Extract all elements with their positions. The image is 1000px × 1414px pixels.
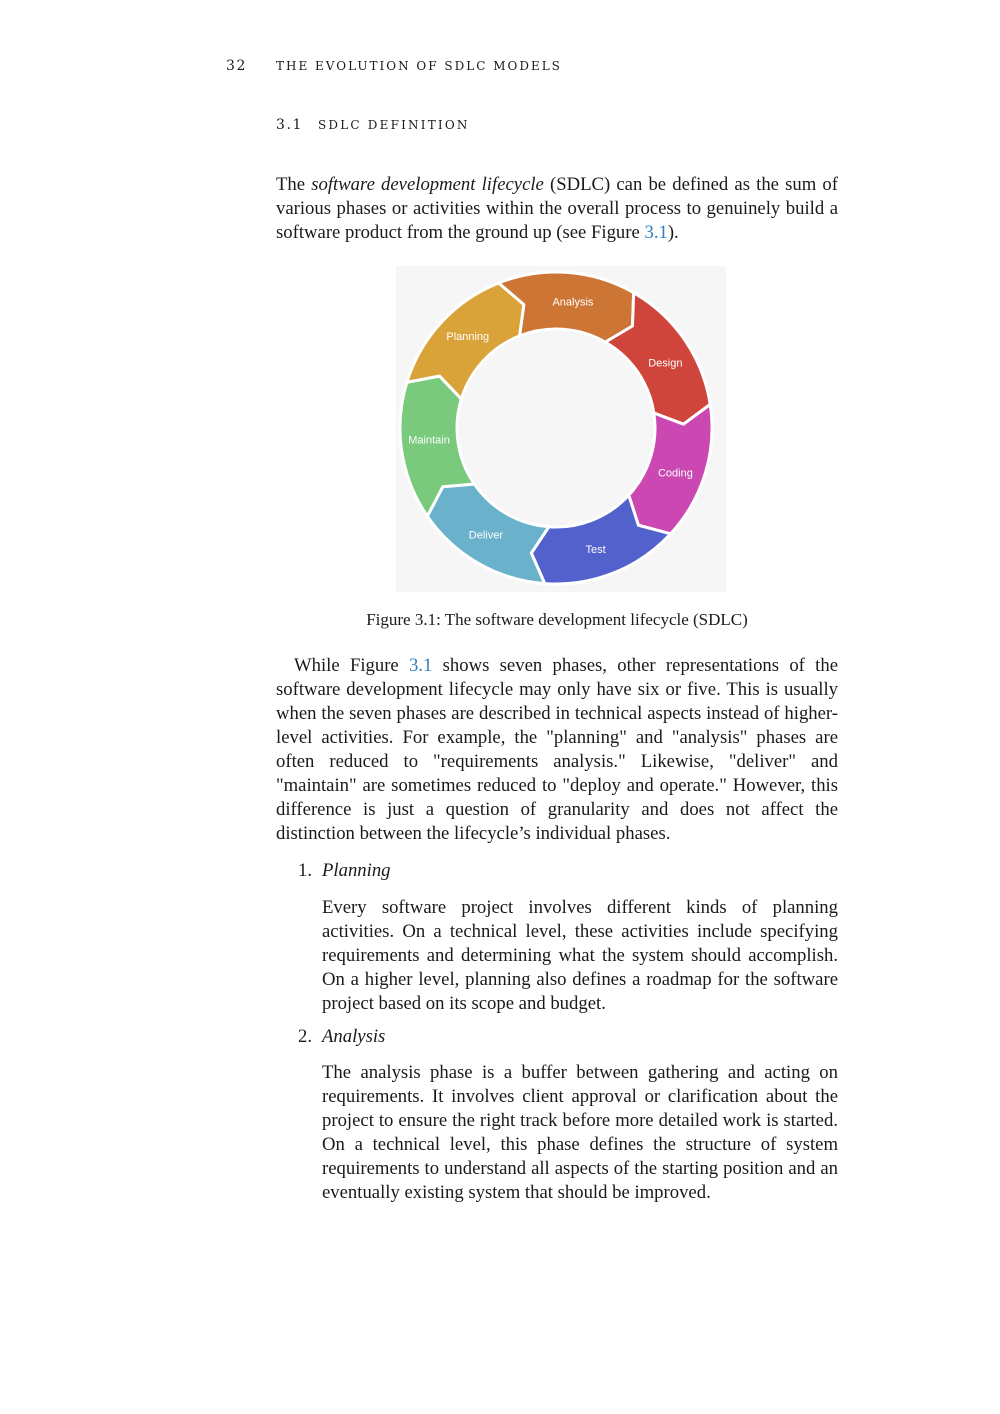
list-item-number: 1. [298, 860, 313, 881]
phase-label-test: Test [585, 544, 606, 557]
page-number: 32 [226, 58, 248, 74]
figure-link[interactable]: 3.1 [644, 222, 668, 243]
phase-label-deliver: Deliver [468, 529, 504, 542]
running-head [226, 58, 562, 74]
figure-caption: Figure 3.1: The software development lifecycle (SDLC) [366, 610, 748, 629]
sdlc-cycle-diagram [396, 266, 726, 592]
phase-label-planning: Planning [446, 330, 490, 343]
section-number: 3.1 [276, 117, 304, 133]
phase-label-maintain: Maintain [408, 434, 450, 447]
list-item-title: Planning [322, 860, 391, 881]
phase-label-design: Design [648, 357, 683, 370]
intro-paragraph: The software development lifecycle (SDLC) can be defined as the sum of various phases or activities within the overall process to genuinely build a software product from the ground up (see Figure 3.1). [276, 174, 838, 243]
list-item-body: Every software project involves different kinds of planning activities. On a technical level, these activities include specifying requirements and determining what the system should accomplish. On a higher level, planning also defines a roadmap for the software project based on its scope and budget. [322, 897, 838, 1014]
section-heading [276, 117, 470, 133]
body-paragraph: While Figure 3.1 shows seven phases, other representations of the software development lifecycle may only have six or five. This is usually when the seven phases are described in technical aspects instead of higher-level activities. For example, the "planning" and "analysis" phases are often reduced to "requirements analysis." Likewise, "deliver" and "maintain" are sometimes reduced to "deploy and operate." However, this difference is just a question of granularity and does not affect the distinction between the lifecycle’s individual phases. [276, 655, 839, 844]
figure-link[interactable]: 3.1 [409, 655, 433, 676]
list-item-body: The analysis phase is a buffer between gathering and acting on requirements. It involves client approval or clarification about the project to ensure the right track before more detailed work is started. On a technical level, this phase defines the structure of system requirements to understand all aspects of the starting position and an eventually existing system that should be improved. [322, 1062, 838, 1203]
sdlc-term: software development lifecycle [311, 174, 544, 195]
list-item-number: 2. [298, 1026, 313, 1047]
section-title: SDLC DEFINITION [318, 118, 470, 132]
running-title: THE EVOLUTION OF SDLC MODELS [276, 59, 562, 73]
phase-label-coding: Coding [657, 467, 693, 480]
list-item-title: Analysis [322, 1026, 386, 1047]
phase-label-analysis: Analysis [552, 296, 594, 309]
